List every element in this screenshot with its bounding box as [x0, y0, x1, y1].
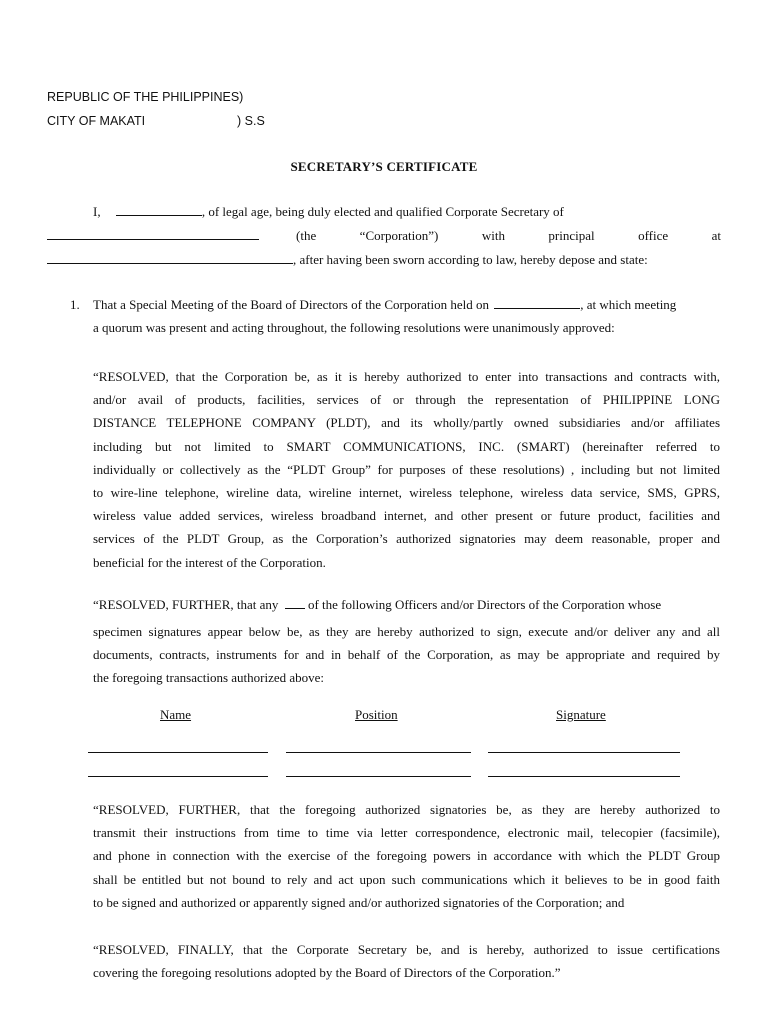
resolved-2-line-1-text: “RESOLVED, FURTHER, that any	[93, 597, 279, 612]
intro-pronoun: I,	[93, 204, 101, 219]
resolved-2-line-1-end: of the following Officers and/or Directors of the Corporation whose	[307, 597, 662, 612]
resolved-4-line: “RESOLVED, FINALLY, that the Corporate Secretary be, and is hereby, authorized to issue certifications	[93, 942, 720, 957]
resolved-4-paragraph	[93, 938, 720, 984]
signatory-name-line[interactable]	[88, 776, 268, 777]
signatory-position-line[interactable]	[286, 776, 471, 777]
office-address-blank[interactable]	[47, 252, 293, 264]
column-header-position: Position	[355, 707, 398, 722]
signatory-name-line[interactable]	[88, 752, 268, 753]
resolved-1-line: to wire-line telephone, wireline data, wireline internet, wireless telephone, wireless data service, SMS, GPRS,	[93, 484, 720, 500]
resolved-3-line: shall be entitled but not bound to rely and act upon such communications which it believes to be in good faith	[93, 871, 720, 887]
resolved-3-line: “RESOLVED, FURTHER, that the foregoing authorized signatories be, as they are hereby authorized to	[93, 802, 720, 817]
intro-line-3	[47, 252, 648, 268]
column-header-name: Name	[160, 707, 192, 722]
signatory-position-line[interactable]	[286, 752, 471, 753]
resolved-2-line-1	[93, 597, 661, 613]
resolved-1-line: wireless value added services, wireless broadband internet, and other present or future product, facilities and	[93, 508, 720, 524]
resolved-2-paragraph	[93, 620, 720, 690]
officer-count-blank[interactable]	[285, 597, 305, 609]
resolved-1-line: and/or avail of products, facilities, services of or through the representation of PHILIPPINE LONG	[93, 392, 720, 408]
intro-line-2-text: (the “Corporation”) with principal office at	[296, 228, 721, 243]
signatory-signature-line[interactable]	[488, 776, 680, 777]
header-republic: REPUBLIC OF THE PHILIPPINES)	[47, 90, 244, 104]
item-1-line-1-end: , at which meeting	[580, 297, 677, 312]
resolved-1-line: individually or collectively as the “PLDT Group” for purposes of these resolutions) , including but not limited	[93, 461, 720, 477]
resolved-1-line: “RESOLVED, that the Corporation be, as it is hereby authorized to enter into transactions and contracts with,	[93, 369, 720, 384]
secretary-name-blank[interactable]	[116, 204, 202, 216]
item-1-number: 1.	[70, 297, 80, 312]
intro-line-1	[93, 204, 721, 220]
document-title: SECRETARY’S CERTIFICATE	[290, 159, 478, 174]
resolved-1-line: beneficial for the interest of the Corporation.	[93, 554, 326, 570]
item-1-line-1-text: That a Special Meeting of the Board of Directors of the Corporation held on	[93, 297, 490, 312]
resolved-1-line: DISTANCE TELEPHONE COMPANY (PLDT), and its wholly/partly owned subsidiaries and/or affiliates	[93, 415, 720, 431]
item-1-line-1	[93, 297, 676, 313]
corporation-name-blank[interactable]	[47, 228, 259, 240]
resolved-1-paragraph	[93, 365, 720, 574]
header-ss: ) S.S	[237, 114, 265, 128]
resolved-3-line: transmit their instructions from time to time via letter correspondence, electronic mail, telecopier (facsimile),	[93, 825, 720, 841]
resolved-1-line: services of the PLDT Group, as the Corporation’s authorized signatories may deem reasonable, proper and	[93, 531, 720, 547]
resolved-3-line: to be signed and authorized or apparently signed and/or authorized signatories of the Corporation; and	[93, 894, 625, 910]
intro-line-3-text: , after having been sworn according to law, hereby depose and state:	[293, 252, 648, 267]
item-1-line-2: a quorum was present and acting throughout, the following resolutions were unanimously approved:	[93, 320, 615, 335]
column-header-signature: Signature	[556, 707, 606, 722]
signatory-signature-line[interactable]	[488, 752, 680, 753]
intro-line-2	[47, 228, 259, 244]
resolved-4-line: covering the foregoing resolutions adopted by the Board of Directors of the Corporation.”	[93, 965, 561, 981]
resolved-2-line: the foregoing transactions authorized above:	[93, 670, 325, 686]
resolved-2-line: documents, contracts, instruments for and in behalf of the Corporation, as may be appropriate and required by	[93, 647, 720, 663]
resolved-1-line: including but not limited to SMART COMMUNICATIONS, INC. (SMART) (hereinafter referred to	[93, 438, 720, 454]
intro-line-1-text: , of legal age, being duly elected and qualified Corporate Secretary of	[201, 204, 564, 219]
resolved-3-line: and phone in connection with the exercise of the foregoing powers in accordance with which the PLDT Group	[93, 848, 720, 864]
meeting-date-blank[interactable]	[494, 297, 580, 309]
header-city: CITY OF MAKATI	[47, 114, 146, 128]
resolved-3-paragraph	[93, 798, 720, 914]
resolved-2-line: specimen signatures appear below be, as they are hereby authorized to sign, execute and/or deliver any and all	[93, 624, 720, 639]
